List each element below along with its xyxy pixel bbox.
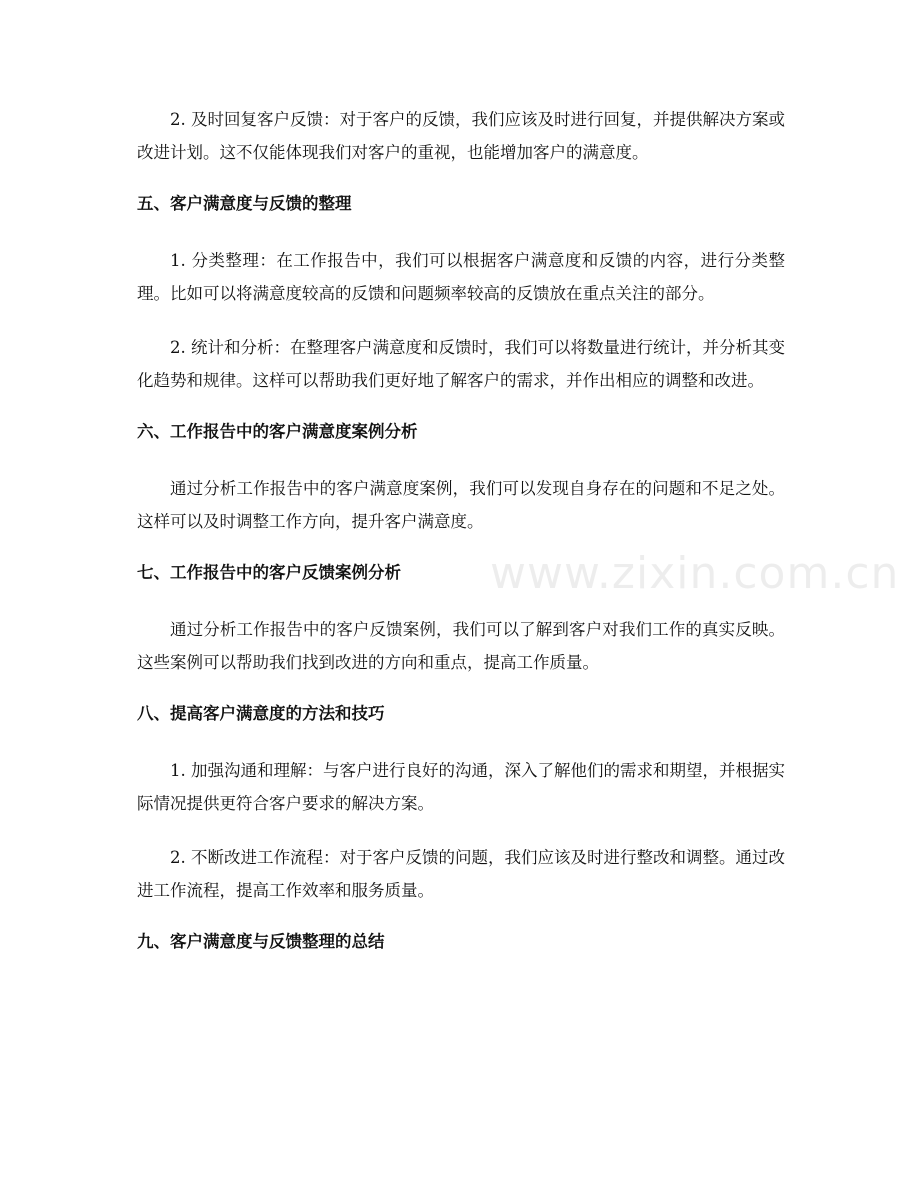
section-heading-6: 六、工作报告中的客户满意度案例分析: [137, 422, 418, 441]
paragraph-communication: 1. 加强沟通和理解：与客户进行良好的沟通，深入了解他们的需求和期望，并根据实际情况提供更符合客户要求的解决方案。: [137, 761, 785, 813]
section-heading-8: 八、提高客户满意度的方法和技巧: [137, 704, 385, 723]
paragraph-workflow: 2. 不断改进工作流程：对于客户反馈的问题，我们应该及时进行整改和调整。通过改进工作流程，提高工作效率和服务质量。: [137, 848, 785, 900]
section-heading-5: 五、客户满意度与反馈的整理: [137, 194, 352, 213]
paragraph-statistics: 2. 统计和分析：在整理客户满意度和反馈时，我们可以将数量进行统计，并分析其变化趋势和规律。这样可以帮助我们更好地了解客户的需求，并作出相应的调整和改进。: [137, 338, 785, 390]
watermark: www.zixin.com.cn: [490, 548, 900, 599]
paragraph-classify: 1. 分类整理：在工作报告中，我们可以根据客户满意度和反馈的内容，进行分类整理。比如可以将满意度较高的反馈和问题频率较高的反馈放在重点关注的部分。: [137, 251, 785, 303]
paragraph-feedback-cases: 通过分析工作报告中的客户反馈案例，我们可以了解到客户对我们工作的真实反映。这些案例可以帮助我们找到改进的方向和重点，提高工作质量。: [137, 620, 785, 672]
paragraph-reply-feedback: 2. 及时回复客户反馈：对于客户的反馈，我们应该及时进行回复，并提供解决方案或改进计划。这不仅能体现我们对客户的重视，也能增加客户的满意度。: [137, 110, 785, 162]
section-heading-7: 七、工作报告中的客户反馈案例分析: [137, 563, 401, 582]
document-body: [137, 103, 785, 982]
paragraph-satisfaction-cases: 通过分析工作报告中的客户满意度案例，我们可以发现自身存在的问题和不足之处。这样可以及时调整工作方向，提升客户满意度。: [137, 479, 785, 531]
section-heading-9: 九、客户满意度与反馈整理的总结: [137, 932, 385, 951]
